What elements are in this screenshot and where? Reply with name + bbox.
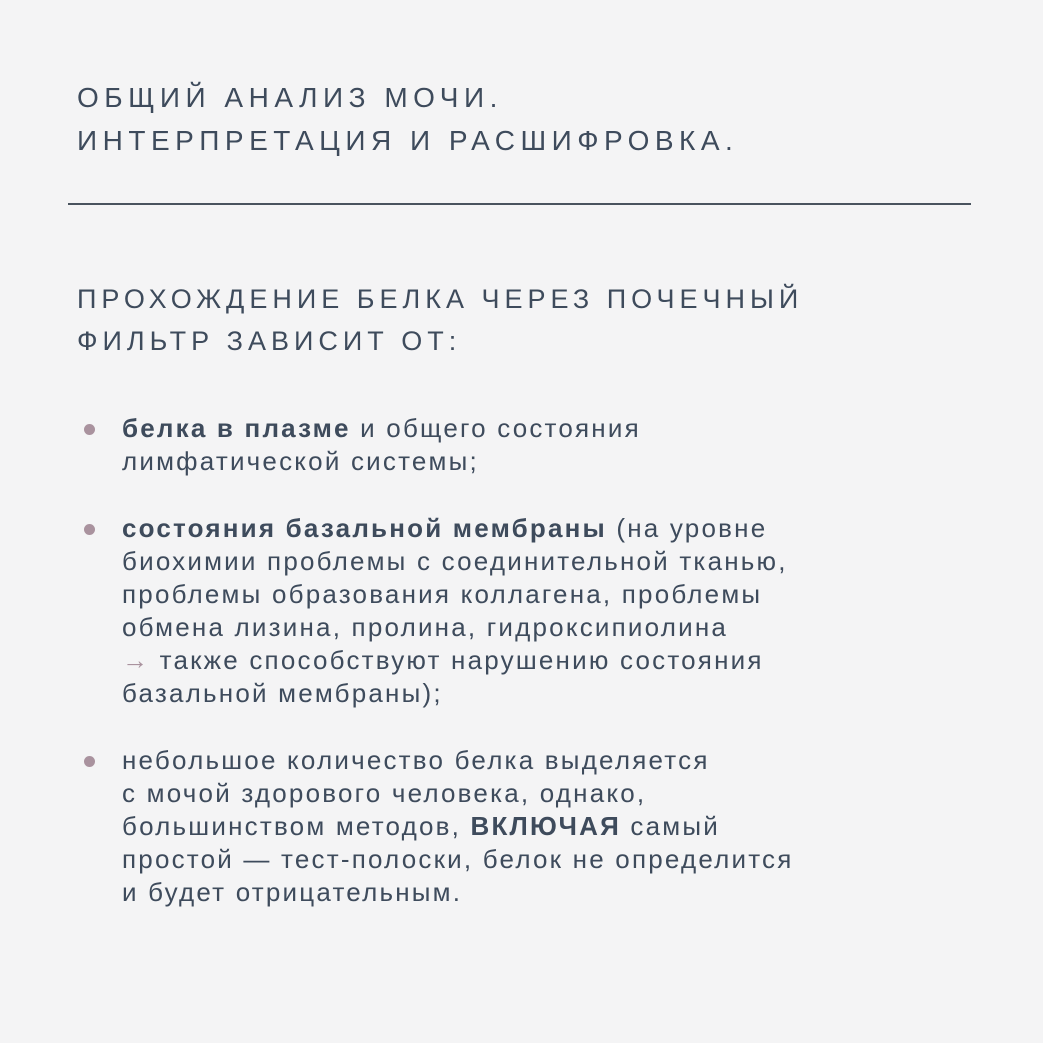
page-title — [77, 76, 738, 162]
bullet-text-segment: (на уровне — [606, 513, 768, 543]
bullet-text-bold: белка в плазме — [122, 413, 351, 443]
section-heading — [77, 278, 803, 362]
bullet-text-segment: самый — [621, 811, 720, 841]
page-title-line1: ОБЩИЙ АНАЛИЗ МОЧИ. — [77, 82, 503, 113]
bullet-text-segment: биохимии проблемы с соединительной тканью, — [122, 546, 788, 576]
list-item — [77, 412, 957, 478]
bullet-text-segment: проблемы образования коллагена, проблемы — [122, 579, 763, 609]
bullet-text-segment: обмена лизина, пролина, гидроксипиолина — [122, 612, 729, 642]
bullet-text-segment: большинством методов, — [122, 811, 471, 841]
arrow-right-icon: → — [122, 645, 151, 675]
bullet-text-segment: также способствуют нарушению состояния — [150, 645, 764, 675]
section-heading-line1: ПРОХОЖДЕНИЕ БЕЛКА ЧЕРЕЗ ПОЧЕЧНЫЙ — [77, 284, 804, 314]
bullet-text-segment: и общего состояния — [350, 413, 641, 443]
bullet-dot-icon — [84, 756, 95, 767]
section-heading-line2: ФИЛЬТР ЗАВИСИТ ОТ: — [77, 326, 462, 356]
bullet-dot-icon — [84, 424, 95, 435]
bullet-text-segment: с мочой здорового человека, однако, — [122, 778, 647, 808]
page-title-line2: ИНТЕРПРЕТАЦИЯ И РАСШИФРОВКА. — [77, 125, 739, 156]
bullet-dot-icon — [84, 524, 95, 535]
bullet-text-segment: небольшое количество белка выделяется — [122, 745, 710, 775]
bullet-text-bold: ВКЛЮЧАЯ — [470, 811, 621, 841]
bullet-text-segment: и будет отрицательным. — [122, 877, 463, 907]
bullet-text-bold: состояния базальной мембраны — [122, 513, 607, 543]
bullet-text — [122, 412, 641, 478]
list-item — [77, 744, 957, 909]
divider — [68, 203, 971, 205]
bullet-text-segment: базальной мембраны); — [122, 678, 443, 708]
bullet-text-segment: простой — тест-полоски, белок не определится — [122, 844, 794, 874]
list-item — [77, 512, 957, 710]
bullet-text — [122, 512, 788, 710]
bullet-list — [77, 412, 957, 943]
bullet-text-segment: лимфатической системы; — [122, 446, 479, 476]
bullet-text — [122, 744, 794, 909]
